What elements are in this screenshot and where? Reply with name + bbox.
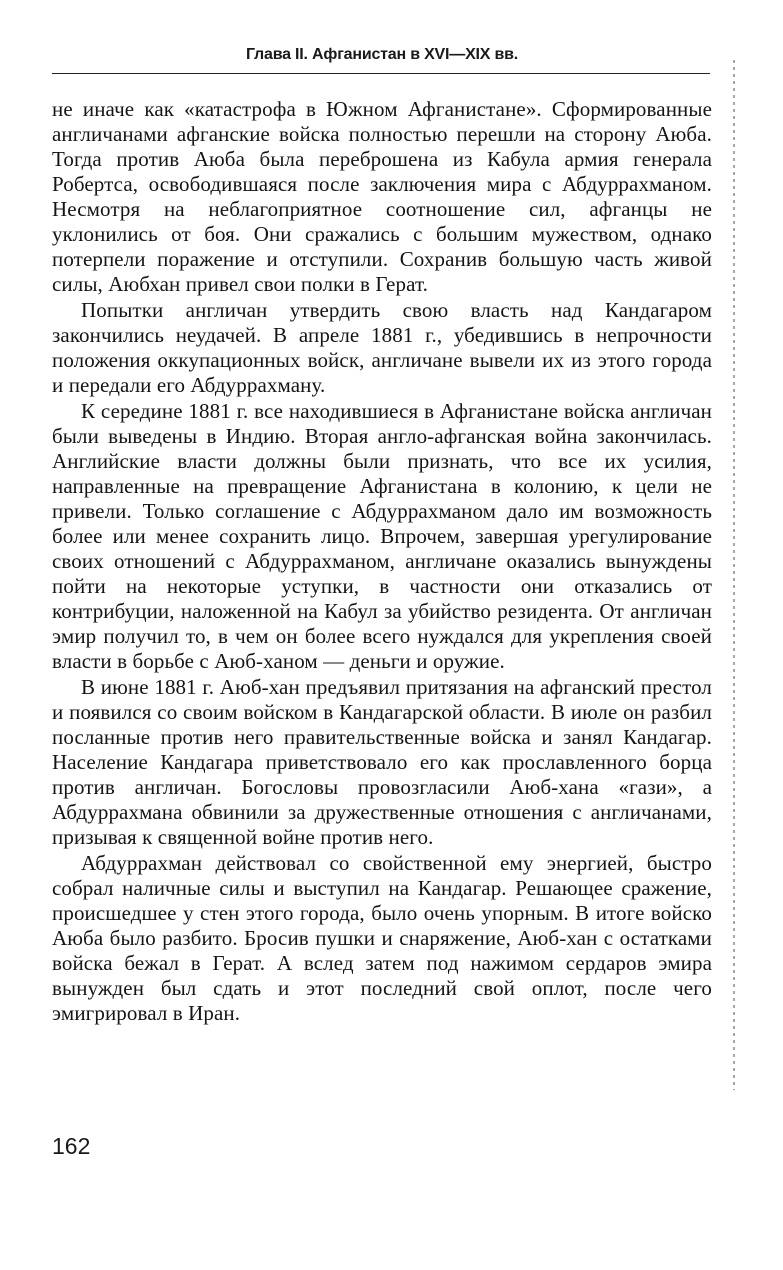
scan-edge-shadow: [733, 60, 735, 1090]
paragraph-ayub-claims: В июне 1881 г. Аюб-хан предъявил притязания на афганский престол и появился со своим войском в Кандагарской области. В июле он разбил посланные против него правительственные войска и занял Кандагар. Население Кандагара приветствовало его как прославленного борца против англичан. Богословы провозгласили Аюб-хана «гази», а Абдуррахмана обвинили за дружественные отношения с англичанами, призывая к священной войне против него.: [52, 675, 712, 849]
page-number: 162: [52, 1133, 91, 1159]
paragraph-decisive-battle: Абдуррахман действовал со свойственной ему энергией, быстро собрал наличные силы и выступил на Кандагар. Решающее сражение, происшедшее у стен этого города, было очень упорным. В итоге войско Аюба было разбито. Бросив пушки и снаряжение, Аюб-хан с остатками войска бежал в Герат. А вслед затем под нажимом сердаров эмира вынужден был сдать и этот последний свой оплот, после чего эмигрировал в Иран.: [52, 851, 712, 1025]
paragraph-kandahar: Попытки англичан утвердить свою власть над Кандагаром закончились неудачей. В апреле 1881 г., убедившись в непрочности положения оккупационных войск, англичане вывели их из этого города и передали его Абдуррахману.: [52, 298, 712, 397]
header-rule: [52, 73, 710, 74]
paragraph-war-end: К середине 1881 г. все находившиеся в Афганистане войска англичан были выведены в Индию. Вторая англо-афганская война закончилась. Английские власти должны были признать, что все их усилия, направленные на превращение Афганистана в колонию, к цели не привели. Только соглашение с Абдуррахманом дало им возможность более или менее сохранить лицо. Впрочем, завершая урегулирование своих отношений с Абдуррахманом, англичане оказались вынуждены пойти на некоторые уступки, в частности они отказались от контрибуции, наложенной на Кабул за убийство резидента. От англичан эмир получил то, в чем он более всего нуждался для укрепления своей власти в борьбе с Аюб-ханом — деньги и оружие.: [52, 399, 712, 673]
running-head: Глава II. Афганистан в XVI—XIX вв.: [245, 46, 519, 63]
paragraph-continuation: не иначе как «катастрофа в Южном Афганистане». Сформированные англичанами афганские войска полностью перешли на сторону Аюба. Тогда против Аюба была переброшена из Кабула армия генерала Робертса, освободившаяся после заключения мира с Абдуррахманом. Несмотря на неблагоприятное соотношение сил, афганцы не уклонились от боя. Они сражались с большим мужеством, однако потерпели поражение и отступили. Сохранив большую часть живой силы, Аюбхан привел свои полки в Герат.: [52, 97, 712, 296]
body-text: [52, 97, 712, 1026]
